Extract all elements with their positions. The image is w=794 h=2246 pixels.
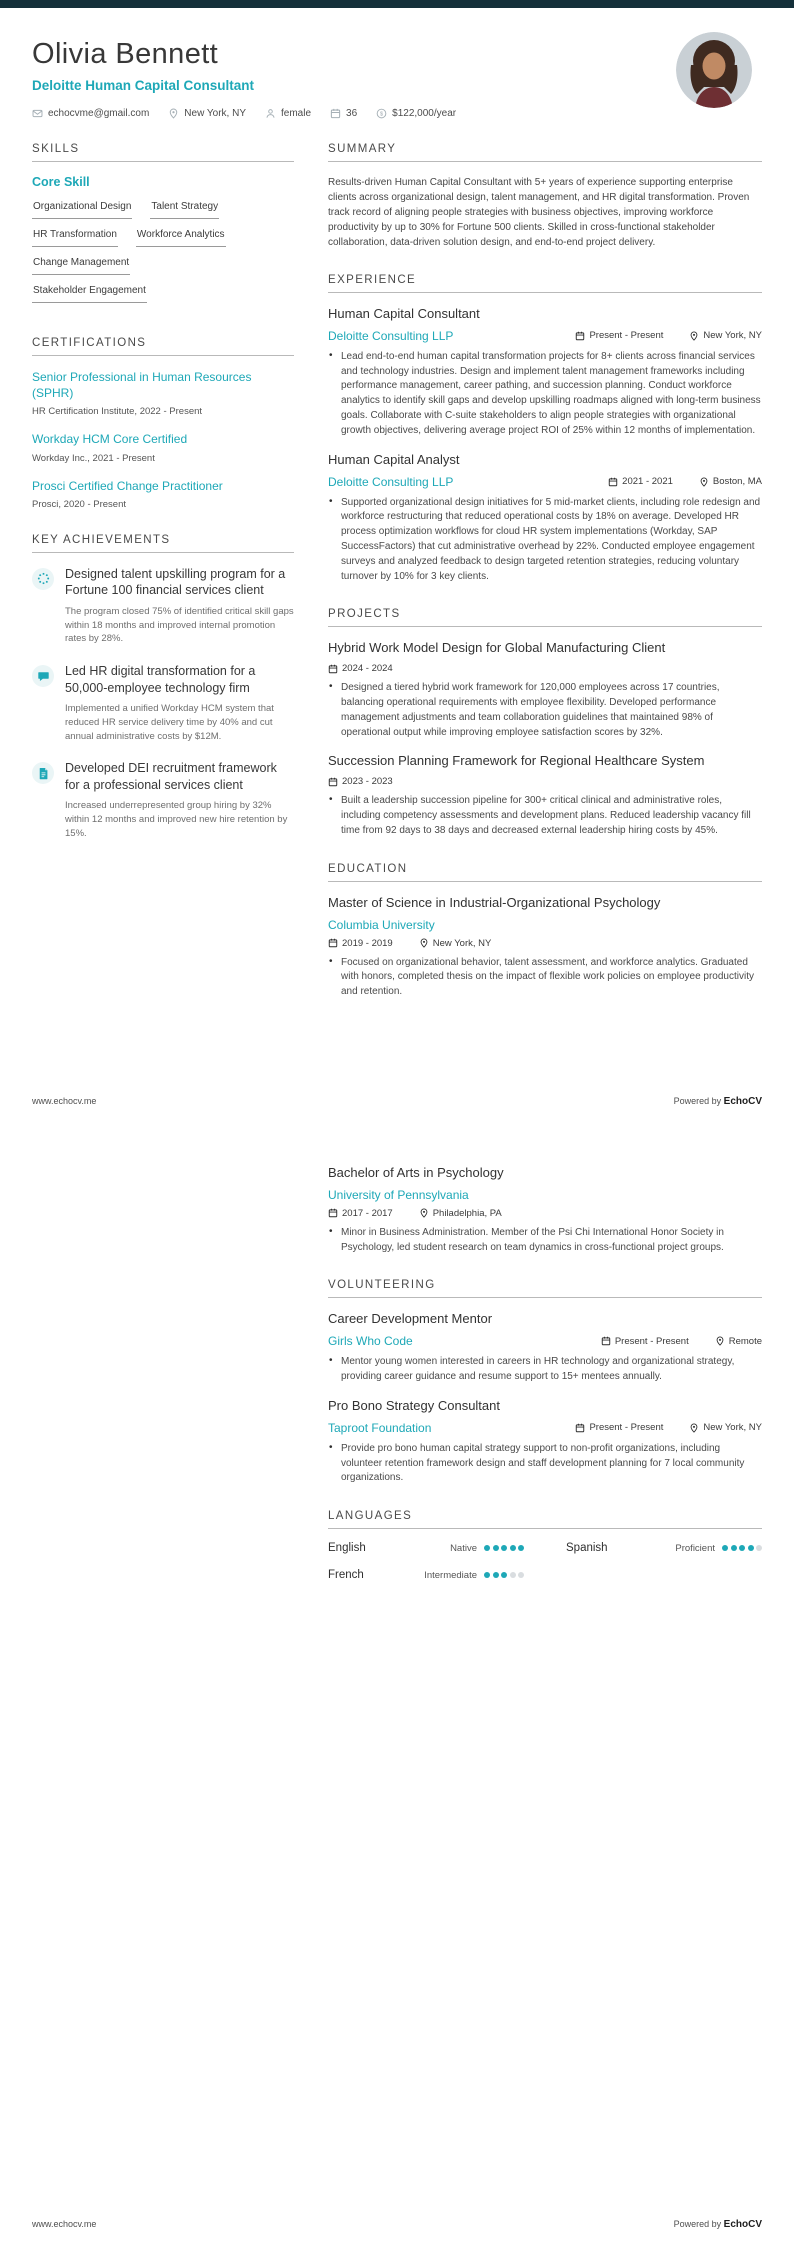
experience-meta (328, 475, 762, 489)
education-meta (328, 1208, 762, 1219)
achievement-title: Led HR digital transformation for a 50,000-employee technology firm (65, 664, 256, 695)
contact-age: 36 (346, 108, 358, 119)
footer-powered: Powered by EchoCV (673, 2219, 762, 2230)
resume-header (0, 8, 794, 119)
calendar-icon (601, 1336, 611, 1346)
project-bullet: • Built a leadership succession pipeline for 300+ critical clinical and administrative roles, including competency assessments and development plans. Reduced leadership vacancy fill time from 92 days to 38 days and decreased external leadership hiring costs by 45%. (328, 794, 762, 838)
education-school[interactable]: Columbia University (328, 917, 435, 932)
volunteering-item (328, 1398, 762, 1486)
education-dates: 2019 - 2019 (328, 938, 393, 949)
contact-email[interactable]: echocvme@gmail.com (48, 108, 150, 119)
volunteering-meta (328, 1421, 762, 1435)
language-level-dots (722, 1545, 762, 1551)
page-footer (32, 1096, 762, 1107)
project-meta (328, 663, 762, 674)
project-dates: 2023 - 2023 (328, 776, 393, 787)
certification-title: Prosci Certified Change Practitioner (32, 478, 223, 493)
echocv-brand: EchoCV (723, 2219, 762, 2230)
location-icon (689, 331, 699, 341)
education-location: New York, NY (419, 938, 492, 949)
contact-salary: $122,000/year (392, 108, 457, 119)
achievement-title: Designed talent upskilling program for a Fortune 100 financial services client (65, 566, 286, 598)
certification-subtitle: HR Certification Institute, 2022 - Present (32, 406, 203, 418)
project-item (328, 753, 762, 838)
certification-title: Workday HCM Core Certified (32, 432, 188, 447)
experience-company[interactable]: Deloitte Consulting LLP (328, 328, 454, 343)
calendar-icon (328, 1208, 338, 1218)
contact-location: New York, NY (184, 108, 246, 119)
mail-icon (32, 108, 43, 119)
project-title: Hybrid Work Model Design for Global Manufacturing Client (328, 640, 666, 656)
resume-page-2 (0, 1123, 794, 2246)
summary-text: Results-driven Human Capital Consultant with 5+ years of experience supporting enterprise clients across organizational design, talent management, and HR digital transformation. Proven track record of aligning people strategies with business objectives, improving workforce productivity by up to 30% for Fortune 500 clients. Skilled in cross-functional stakeholder collaboration, data-driven solution design, and end-to-end project delivery. (328, 177, 750, 248)
sidebar (32, 143, 294, 1024)
calendar-icon (328, 777, 338, 787)
location-icon (419, 938, 429, 948)
volunteering-location: New York, NY (689, 1422, 762, 1433)
volunteering-org[interactable]: Girls Who Code (328, 1334, 413, 1349)
calendar-icon (575, 1423, 585, 1433)
section-volunteering (328, 1279, 762, 1486)
achievement-description: Increased underrepresented group hiring by 32% within 12 months and improved new hire retention by 15%. (65, 800, 288, 839)
section-projects (328, 608, 762, 838)
section-experience (328, 274, 762, 584)
volunteering-location: Remote (715, 1336, 762, 1347)
section-languages (328, 1510, 762, 1581)
contact-age-item (330, 108, 357, 119)
education-degree: Master of Science in Industrial-Organizational Psychology (328, 894, 661, 910)
experience-item (328, 452, 762, 585)
certification-title: Senior Professional in Human Resources (SPHR) (32, 370, 252, 401)
profile-photo (676, 32, 752, 108)
candidate-title: Deloitte Human Capital Consultant (32, 78, 255, 93)
language-level-dots (484, 1572, 524, 1578)
achievement-description: Implemented a unified Workday HCM system that reduced HR service delivery time by 40% and cut annual administrative costs by $12M. (65, 703, 274, 742)
experience-role: Human Capital Consultant (328, 306, 480, 321)
education-degree: Bachelor of Arts in Psychology (328, 1165, 504, 1180)
volunteering-role: Career Development Mentor (328, 1311, 493, 1327)
certifications-heading: CERTIFICATIONS (32, 337, 294, 356)
experience-dates: 2021 - 2021 (608, 476, 673, 487)
project-meta (328, 776, 762, 787)
calendar-icon (328, 938, 338, 948)
skill-tag: HR Transformation (32, 229, 118, 247)
skill-tag: Organizational Design (32, 201, 132, 219)
experience-bullet: • Lead end-to-end human capital transformation projects for 8+ clients across financial services and technology industries. Design and implement talent management frameworks including performance management, career pathing, and succession planning. Conduct workforce analytics to identify skill gaps and develop upskilling roadmaps aligned with long-term business goals. Collaborate with C-suite stakeholders to align people strategies with organizational growth objectives, delivering average project ROI of 25% within 12 months of implementation. (328, 350, 762, 439)
language-level: Native (450, 1542, 477, 1554)
project-dates: 2024 - 2024 (328, 663, 393, 674)
location-icon (419, 1208, 429, 1218)
education-item (328, 895, 762, 1000)
skill-group-label: Core Skill (32, 175, 90, 189)
contact-email-item (32, 108, 149, 119)
language-name: French (328, 1569, 364, 1582)
section-summary (328, 143, 762, 250)
skill-tag: Change Management (32, 257, 130, 275)
person-icon (265, 108, 276, 119)
achievement-description: The program closed 75% of identified critical skill gaps within 18 months and improved internal promotion rates by 28%. (65, 605, 294, 645)
skill-tag: Stakeholder Engagement (32, 285, 147, 303)
experience-bullet: • Supported organizational design initiatives for 5 mid-market clients, including role redesign and workforce restructuring that reduced operational costs by 18% on average. Developed HR process optimization workflows for cloud HR system implementations (Workday, SAP SuccessFactors) that cut administrative overhead by 22%. Conducted employee engagement surveys and analyzed feedback to design targeted retention strategies, reducing voluntary turnover by 10% for 3 key clients. (328, 496, 762, 585)
project-bullet: • Designed a tiered hybrid work framework for 120,000 employees across 17 countries, balancing operational requirements with employee flexibility. Developed performance management adjustments and team collaboration guidelines that maintained 98% of operational output while improving employee satisfaction scores by 32%. (328, 681, 762, 740)
language-level: Proficient (675, 1542, 715, 1554)
contact-gender-item (265, 108, 311, 119)
footer-powered: Powered by EchoCV (673, 1096, 762, 1107)
achievement-title: Developed DEI recruitment framework for a professional services client (65, 761, 277, 792)
education-school[interactable]: University of Pennsylvania (328, 1187, 469, 1202)
calendar-icon (608, 477, 618, 487)
skill-tags (32, 201, 280, 313)
language-name: English (328, 1542, 366, 1555)
education-meta (328, 938, 762, 949)
education-item-continued (328, 1165, 762, 1255)
volunteering-org[interactable]: Taproot Foundation (328, 1420, 432, 1435)
achievement-body (65, 760, 294, 840)
location-icon (168, 108, 179, 119)
experience-item (328, 306, 762, 439)
certification-subtitle: Workday Inc., 2021 - Present (32, 452, 155, 464)
location-icon (689, 1423, 699, 1433)
experience-company[interactable]: Deloitte Consulting LLP (328, 474, 454, 489)
projects-heading: PROJECTS (328, 608, 762, 627)
section-certifications (32, 337, 294, 510)
language-item (328, 1569, 524, 1581)
achievement-item (32, 663, 294, 743)
experience-location: New York, NY (689, 330, 762, 341)
volunteering-dates: Present - Present (601, 1336, 689, 1347)
location-icon (699, 477, 709, 487)
page2-main-column (328, 1165, 762, 1581)
footer-site-link[interactable]: www.echocv.me (32, 1096, 97, 1106)
calendar-icon (575, 331, 585, 341)
language-item (328, 1542, 524, 1554)
education-location: Philadelphia, PA (419, 1208, 502, 1219)
volunteering-role: Pro Bono Strategy Consultant (328, 1397, 500, 1413)
candidate-name: Olivia Bennett (32, 38, 219, 70)
certification-item (32, 478, 294, 510)
volunteering-bullet: • Provide pro bono human capital strategy support to non-profit organizations, including volunteer retention framework design and staff development planning for 7 local community organizations. (328, 1442, 762, 1486)
education-dates: 2017 - 2017 (328, 1208, 393, 1219)
calendar-icon (328, 664, 338, 674)
skills-heading: SKILLS (32, 143, 294, 162)
project-item (328, 640, 762, 740)
echocv-brand: EchoCV (723, 1096, 762, 1107)
contact-salary-item (376, 108, 456, 119)
dotted-circle-icon (32, 568, 54, 590)
volunteering-meta (328, 1334, 762, 1348)
achievement-body (65, 663, 294, 743)
volunteering-item (328, 1311, 762, 1384)
education-bullet: • Focused on organizational behavior, talent assessment, and workforce analytics. Graduated with honors, completed thesis on the impact of flexible work policies on employee productivity and retention. (328, 956, 762, 1000)
contact-location-item (168, 108, 246, 119)
contact-row (32, 108, 752, 119)
experience-location: Boston, MA (699, 476, 762, 487)
achievement-item (32, 760, 294, 840)
skill-tag: Talent Strategy (150, 201, 219, 219)
education-item (328, 1165, 762, 1255)
certification-subtitle: Prosci, 2020 - Present (32, 498, 126, 510)
summary-heading: SUMMARY (328, 143, 762, 162)
section-key-achievements (32, 534, 294, 841)
language-level: Intermediate (424, 1569, 477, 1581)
main-column (328, 143, 762, 1024)
two-column-body (0, 143, 794, 1024)
achievement-body (65, 566, 294, 646)
certification-item (32, 369, 294, 417)
project-title: Succession Planning Framework for Regional Healthcare System (328, 753, 705, 769)
achievement-item (32, 566, 294, 646)
top-accent-bar (0, 0, 794, 8)
chat-icon (32, 665, 54, 687)
education-heading: EDUCATION (328, 863, 762, 882)
footer-site-link[interactable]: www.echocv.me (32, 2219, 97, 2229)
volunteering-heading: VOLUNTEERING (328, 1279, 762, 1298)
volunteering-dates: Present - Present (575, 1422, 663, 1433)
languages-heading: LANGUAGES (328, 1510, 762, 1529)
page-footer (32, 2219, 762, 2230)
experience-heading: EXPERIENCE (328, 274, 762, 293)
languages-grid (328, 1542, 762, 1581)
section-skills (32, 143, 294, 313)
certification-item (32, 431, 294, 463)
location-icon (715, 1336, 725, 1346)
avatar-illustration (676, 32, 752, 108)
contact-gender: female (281, 108, 312, 119)
skill-tag: Workforce Analytics (136, 229, 226, 247)
language-name: Spanish (566, 1542, 608, 1555)
education-bullet: • Minor in Business Administration. Member of the Psi Chi International Honor Society in Psychology, led student research on team dynamics in cross-functional project groups. (328, 1226, 762, 1256)
experience-meta (328, 329, 762, 343)
experience-dates: Present - Present (575, 330, 663, 341)
salary-icon (376, 108, 387, 119)
section-education (328, 863, 762, 1000)
calendar-icon (330, 108, 341, 119)
language-item (566, 1542, 762, 1554)
volunteering-bullet: • Mentor young women interested in careers in HR technology and organizational strategy, providing career guidance and resume support to 15+ mentees annually. (328, 1355, 762, 1385)
document-icon (32, 762, 54, 784)
language-level-dots (484, 1545, 524, 1551)
experience-role: Human Capital Analyst (328, 451, 460, 467)
achievements-heading: KEY ACHIEVEMENTS (32, 534, 294, 553)
